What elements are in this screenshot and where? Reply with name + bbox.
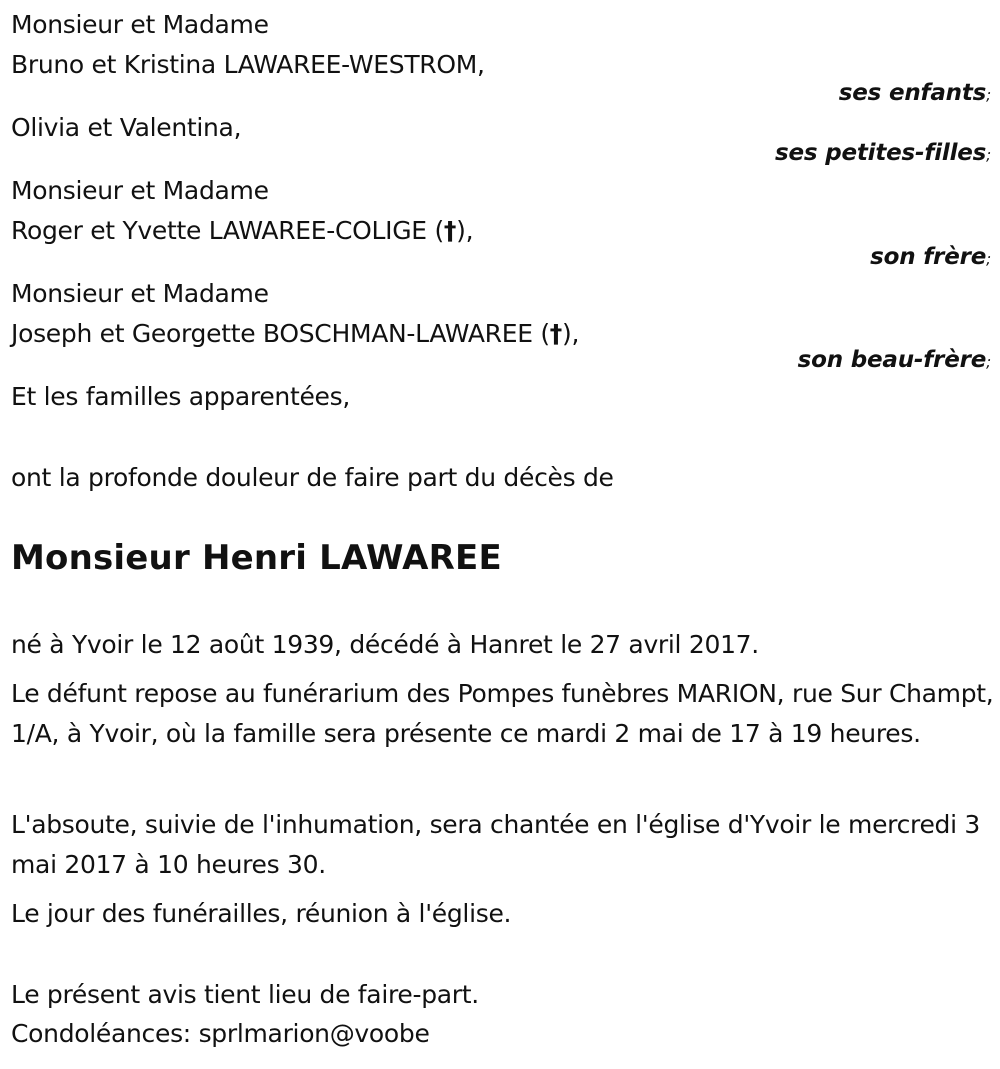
cross-icon: † [549, 319, 562, 348]
ceremony-paragraph: L'absoute, suivie de l'inhumation, sera chantée en l'église d'Yvoir le mercredi 3 mai 2017 à 10 heures 30. [11, 810, 980, 879]
birth-death-line: né à Yvoir le 12 août 1939, décédé à Hanret le 27 avril 2017. [11, 630, 759, 659]
family-group-brother-in-law [11, 274, 991, 374]
family-name-suffix: ), [456, 216, 474, 245]
rest-place-paragraph: Le défunt repose au funérarium des Pompes funèbres MARION, rue Sur Champt, 1/A, à Yvoir, où la famille sera présente ce mardi 2 mai de 17 à 19 heures. [11, 679, 994, 748]
role-separator: ; [986, 250, 991, 268]
notice-line: Le présent avis tient lieu de faire-part. [11, 980, 479, 1009]
role-separator: ; [986, 86, 991, 104]
role-label: son frère [870, 244, 987, 270]
family-role [798, 346, 991, 376]
cross-icon: † [443, 216, 457, 245]
family-role [870, 243, 991, 273]
family-line: Monsieur et Madame [11, 279, 269, 308]
role-label: ses petites-filles [775, 140, 987, 166]
meeting-line: Le jour des funérailles, réunion à l'église. [11, 899, 512, 928]
role-separator: ; [986, 146, 991, 164]
family-group-grandchildren [11, 108, 991, 168]
family-line [11, 211, 991, 251]
condolences-line: Condoléances: sprlmarion@voobe [11, 1019, 430, 1048]
family-line: Olivia et Valentina, [11, 113, 242, 142]
relatives-line: Et les familles apparentées, [11, 382, 350, 411]
deceased-name: Monsieur Henri LAWAREE [11, 538, 502, 578]
role-separator: ; [986, 353, 991, 371]
family-role [775, 139, 991, 169]
family-role [839, 79, 991, 109]
family-line: Monsieur et Madame [11, 10, 269, 39]
family-name-text: Roger et Yvette LAWAREE-COLIGE ( [11, 216, 444, 245]
family-line: Bruno et Kristina LAWAREE-WESTROM, [11, 50, 485, 79]
family-name-text: Joseph et Georgette BOSCHMAN-LAWAREE ( [11, 319, 550, 348]
family-name-suffix: ), [562, 319, 580, 348]
family-group-children [11, 5, 991, 105]
family-line: Monsieur et Madame [11, 176, 269, 205]
role-label: son beau-frère [797, 347, 987, 373]
announcement-intro: ont la profonde douleur de faire part du décès de [11, 463, 614, 492]
family-group-brother [11, 171, 991, 271]
role-label: ses enfants [838, 80, 987, 106]
